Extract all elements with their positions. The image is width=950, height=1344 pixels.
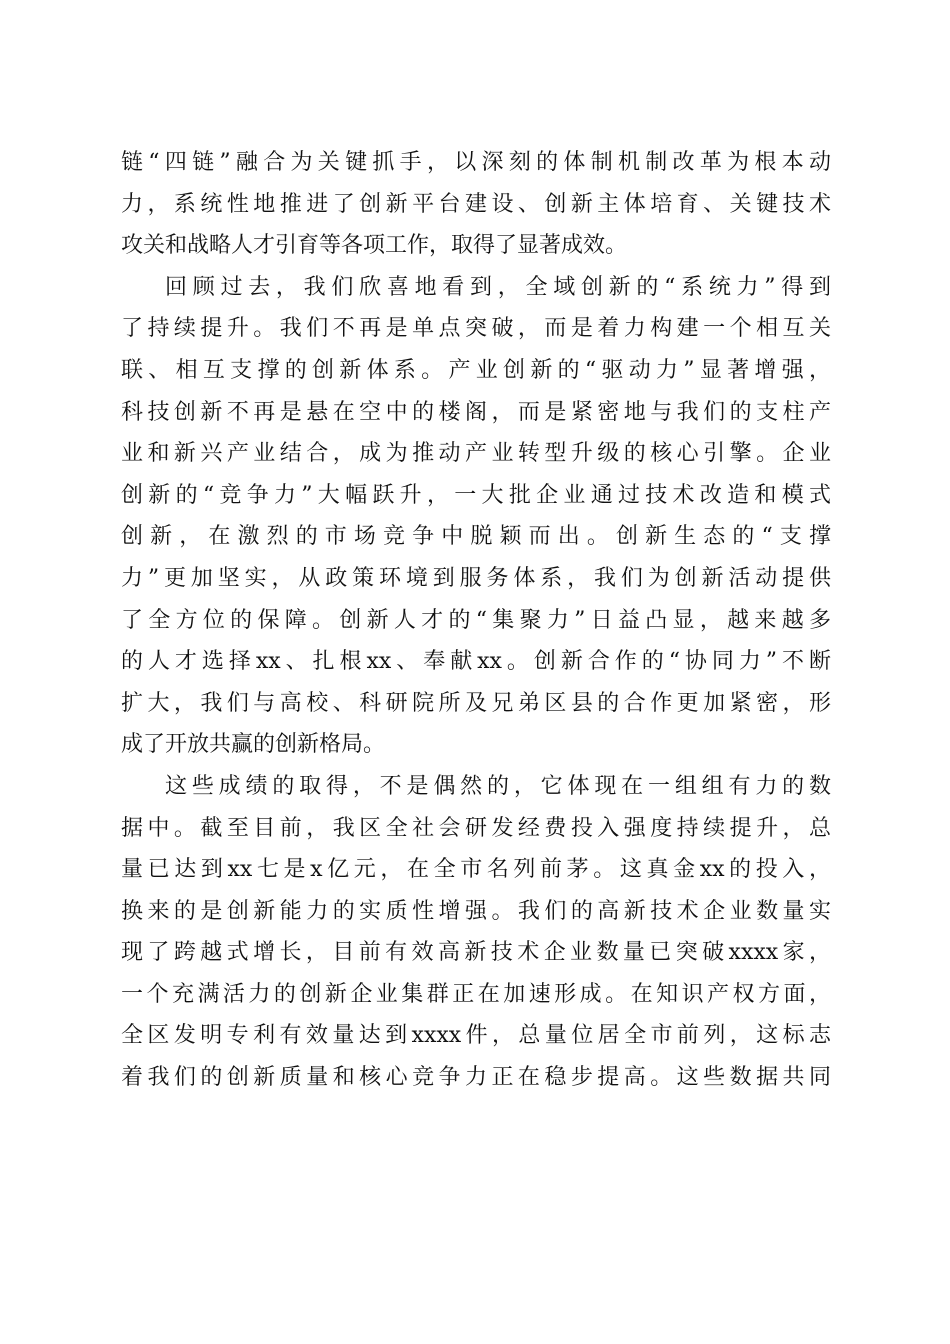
text-line: 量已达到xx七是x亿元，在全市名列前茅。这真金xx的投入， [121,857,831,883]
document-page [121,142,831,1099]
text-line: 着我们的创新质量和核心竞争力正在稳步提高。这些数据共同 [121,1065,831,1091]
text-line: 一个充满活力的创新企业集群正在加速形成。在知识产权方面， [121,981,831,1007]
paragraph-1 [121,142,831,267]
text-line: 了全方位的保障。创新人才的“集聚力”日益凸显，越来越多 [121,607,831,633]
text-line: 成了开放共赢的创新格局。 [121,732,386,758]
text-line: 创新的“竞争力”大幅跃升，一大批企业通过技术改造和模式 [121,482,831,508]
paragraph-3 [121,766,831,1099]
text-line: 的人才选择xx、扎根xx、奉献xx。创新合作的“协同力”不断 [121,649,831,675]
text-line: 全区发明专利有效量达到xxxx件，总量位居全市前列，这标志 [121,1023,831,1049]
text-line: 这些成绩的取得，不是偶然的，它体现在一组组有力的数 [165,773,831,799]
text-line: 据中。截至目前，我区全社会研发经费投入强度持续提升，总 [121,815,831,841]
text-line: 力，系统性地推进了创新平台建设、创新主体培育、关键技术 [121,191,831,217]
text-line: 换来的是创新能力的实质性增强。我们的高新技术企业数量实 [121,898,831,924]
paragraph-2 [121,267,831,766]
text-line: 扩大，我们与高校、科研院所及兄弟区县的合作更加紧密，形 [121,690,831,716]
text-line: 现了跨越式增长，目前有效高新技术企业数量已突破xxxx家， [121,940,831,966]
text-line: 业和新兴产业结合，成为推动产业转型升级的核心引擎。企业 [121,441,831,467]
text-line: 科技创新不再是悬在空中的楼阁，而是紧密地与我们的支柱产 [121,399,831,425]
text-line: 回顾过去，我们欣喜地看到，全域创新的“系统力”得到 [165,274,831,300]
text-line: 攻关和战略人才引育等各项工作，取得了显著成效。 [121,233,628,259]
text-line: 链“四链”融合为关键抓手，以深刻的体制机制改革为根本动 [121,150,831,175]
text-line: 创新，在激烈的市场竞争中脱颖而出。创新生态的“支撑 [121,524,831,550]
text-line: 联、相互支撑的创新体系。产业创新的“驱动力”显著增强， [121,357,831,383]
text-line: 力”更加坚实，从政策环境到服务体系，我们为创新活动提供 [121,565,831,591]
text-line: 了持续提升。我们不再是单点突破，而是着力构建一个相互关 [121,316,831,342]
